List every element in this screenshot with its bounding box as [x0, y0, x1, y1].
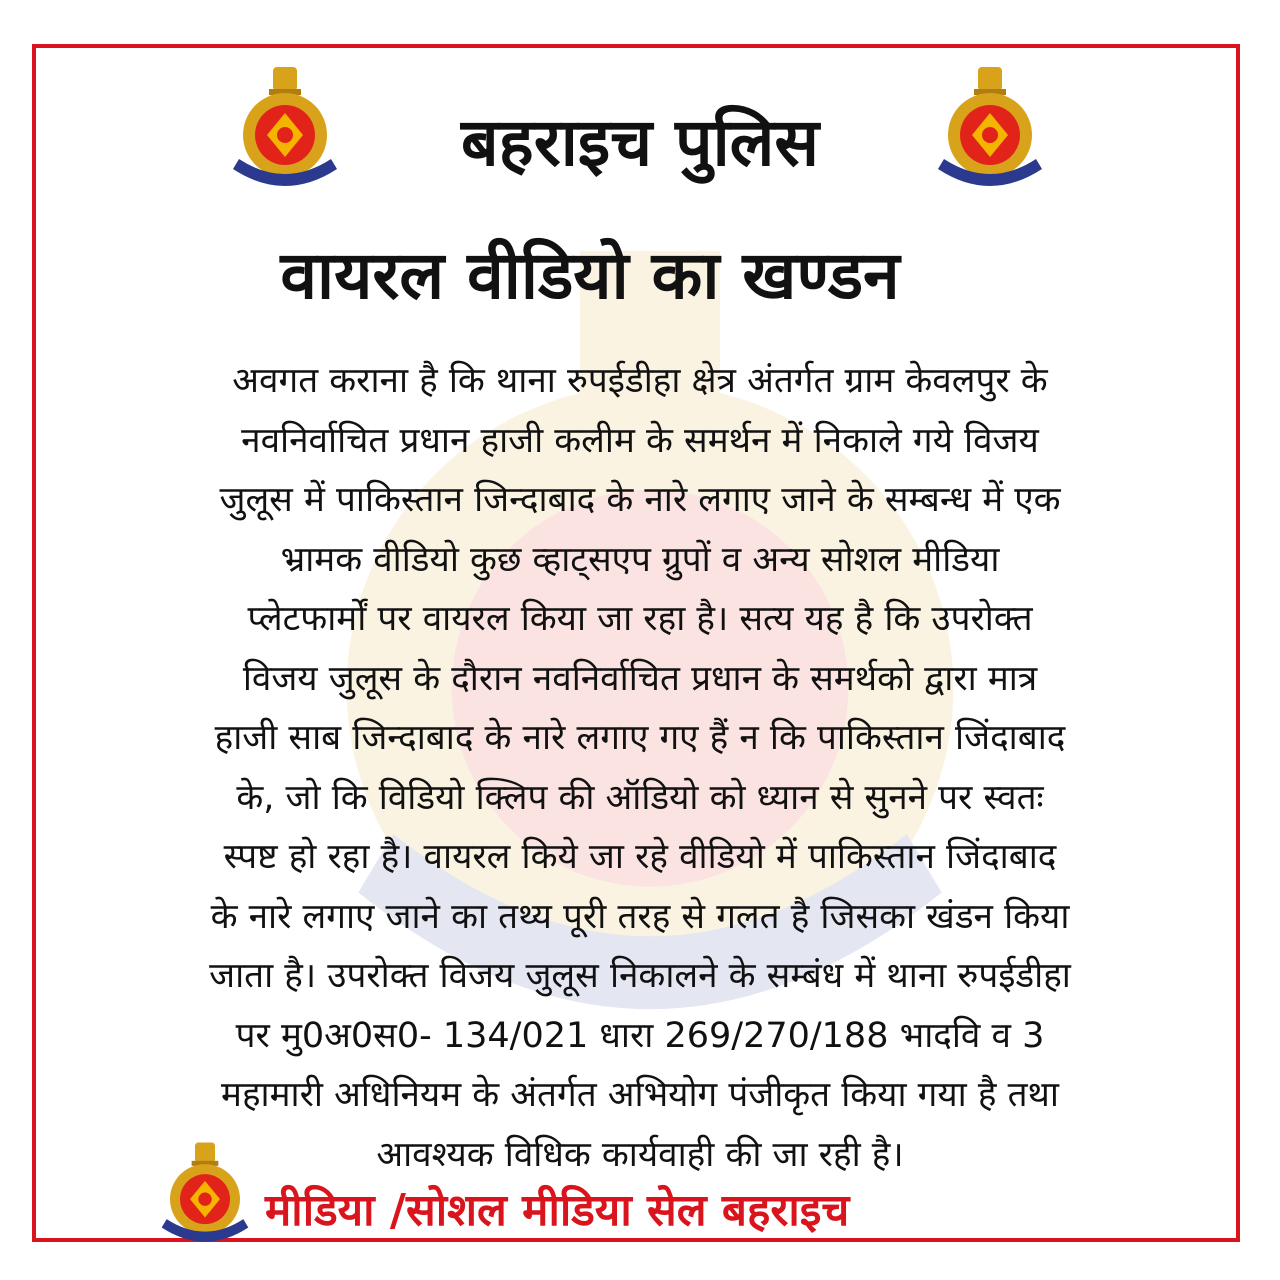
- page-subtitle: वायरल वीडियो का खण्डन: [280, 237, 900, 314]
- body-line: भ्रामक वीडियो कुछ व्हाट्सएप ग्रुपों व अन्य सोशल मीडिया: [280, 539, 1000, 580]
- body-line: के नारे लगाए जाने का तथ्य पूरी तरह से गलत है जिसका खंडन किया: [210, 896, 1070, 937]
- body-line: स्पष्ट हो रहा है। वायरल किये जा रहे वीडियो में पाकिस्तान जिंदाबाद: [223, 837, 1057, 877]
- body-line: जुलूस में पाकिस्तान जिन्दाबाद के नारे लगाए जाने के सम्बन्ध में एक: [219, 480, 1061, 520]
- body-line: आवश्यक विधिक कार्यवाही की जा रही है।: [376, 1134, 904, 1175]
- page-title: बहराइच पुलिस: [460, 104, 820, 181]
- body-line: नवनिर्वाचित प्रधान हाजी कलीम के समर्थन में निकाले गये विजय: [241, 420, 1039, 461]
- body-line: विजय जुलूस के दौरान नवनिर्वाचित प्रधान के समर्थको द्वारा मात्र: [242, 658, 1038, 699]
- body-line: प्लेटफार्मों पर वायरल किया जा रहा है। सत्य यह है कि उपरोक्त: [247, 599, 1033, 639]
- up-police-emblem-footer: [155, 1140, 255, 1250]
- body-line: अवगत कराना है कि थाना रुपईडीहा क्षेत्र अंतर्गत ग्राम केवलपुर के: [232, 361, 1048, 401]
- footer-signature: मीडिया /सोशल मीडिया सेल बहराइच: [265, 1185, 850, 1236]
- body-line: जाता है। उपरोक्त विजय जुलूस निकालने के सम्बंध में थाना रुपईडीहा: [209, 956, 1071, 996]
- body-line: पर मु0अ0स0- 134/021 धारा 269/270/188 भादवि व 3: [235, 1015, 1045, 1056]
- body-line: हाजी साब जिन्दाबाद के नारे लगाए गए हैं न कि पाकिस्तान जिंदाबाद: [214, 718, 1066, 758]
- notice-body: [95, 352, 1185, 1185]
- body-line: महामारी अधिनियम के अंतर्गत अभियोग पंजीकृत किया गया है तथा: [221, 1075, 1059, 1115]
- body-line: के, जो कि विडियो क्लिप की ऑडियो को ध्यान से सुनने पर स्वतः: [236, 777, 1044, 818]
